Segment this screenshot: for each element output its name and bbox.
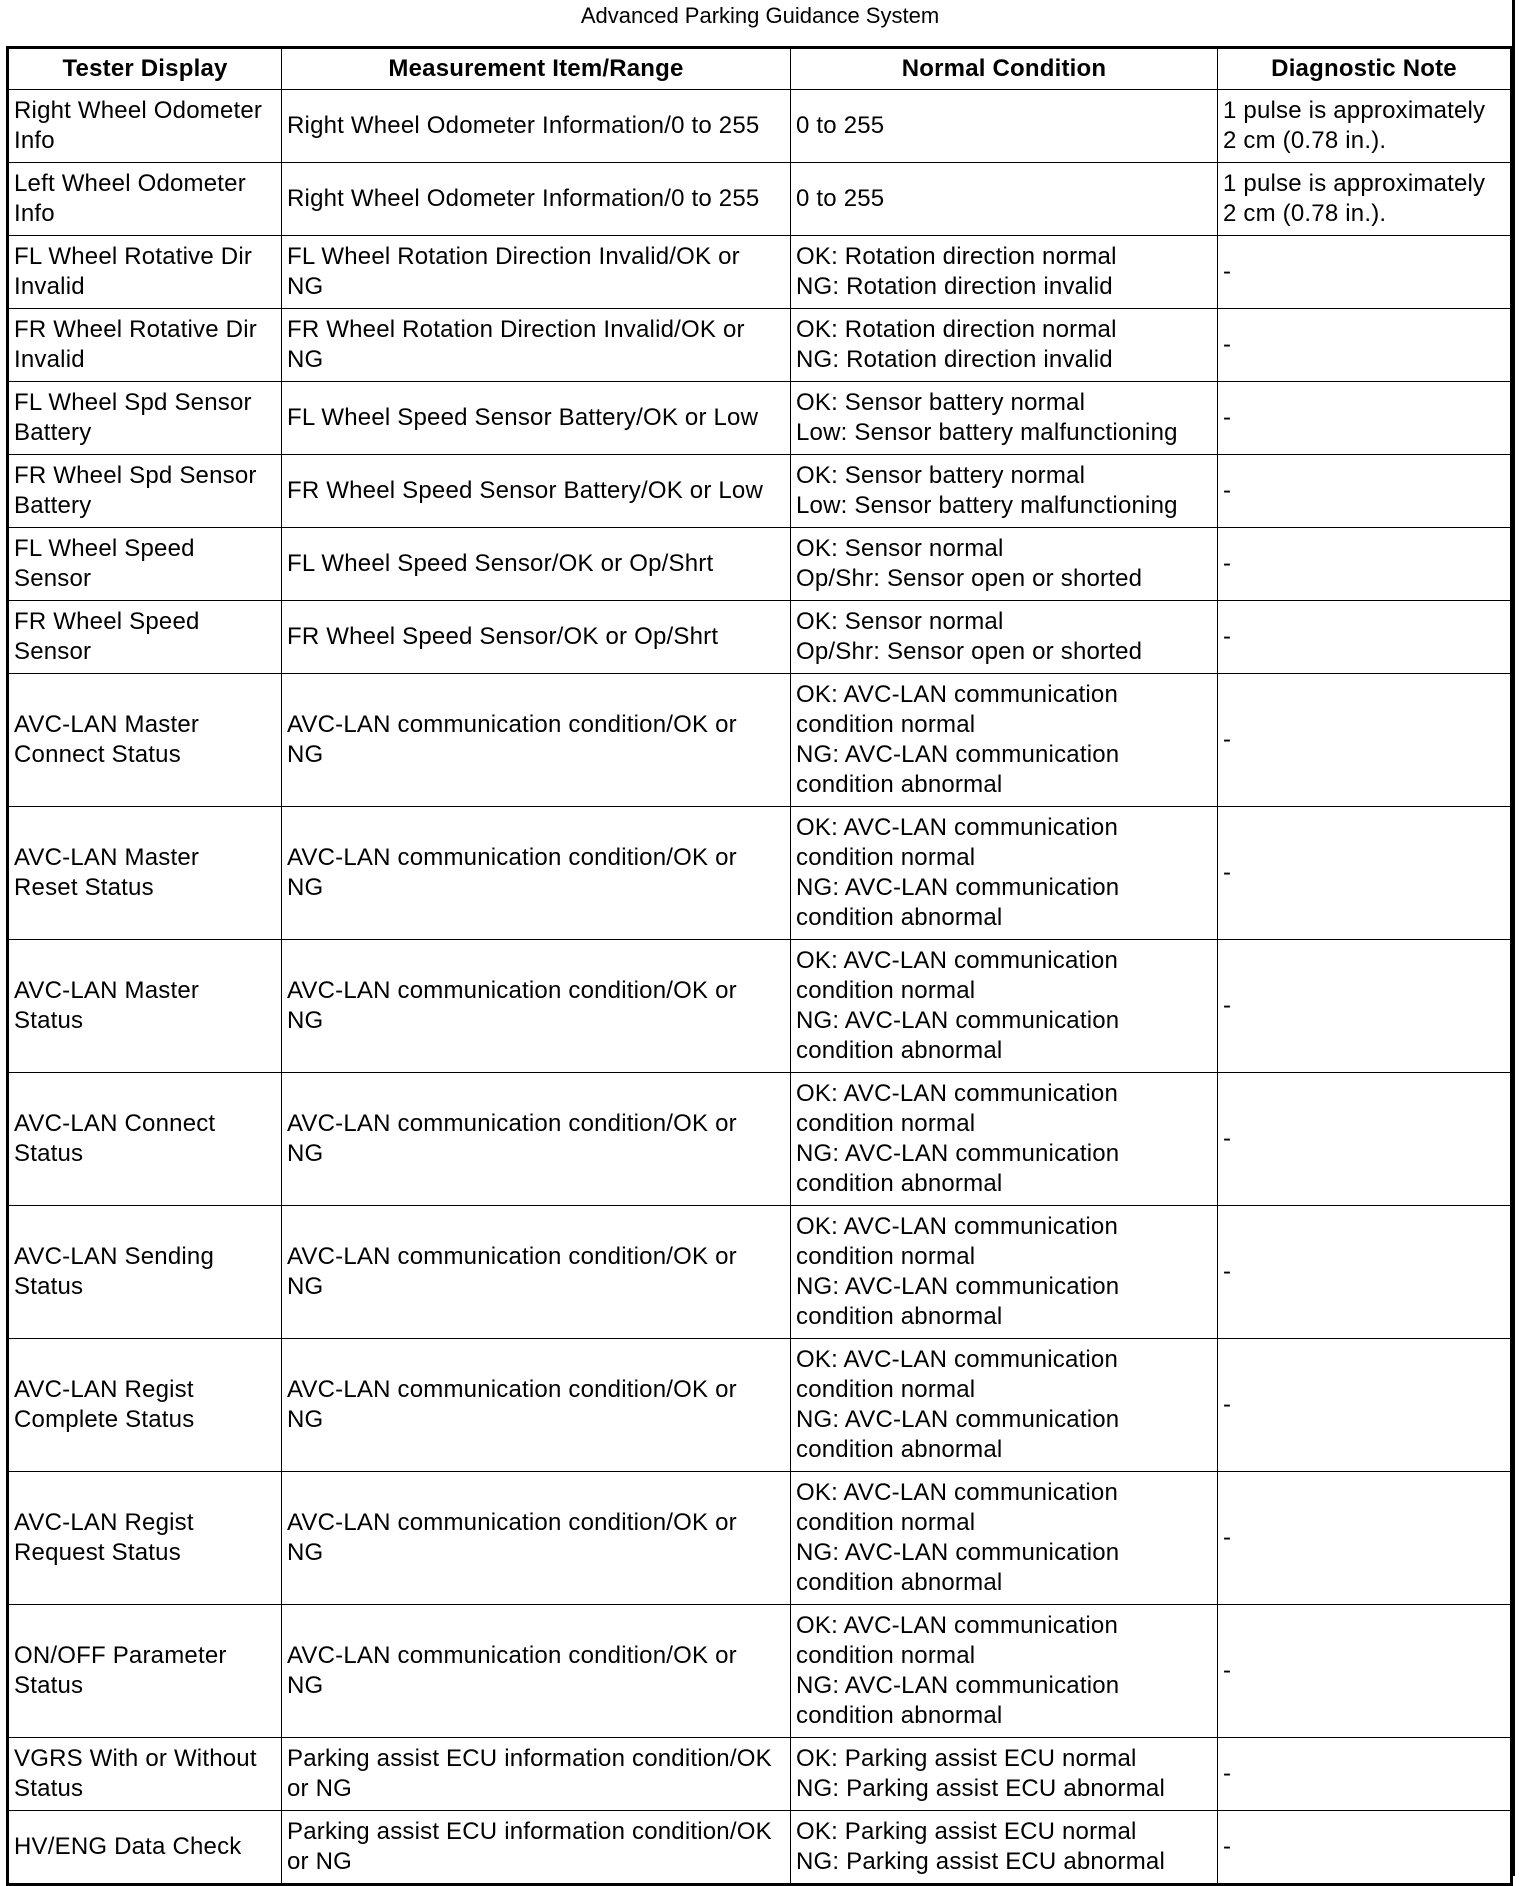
header-diagnostic-note: Diagnostic Note bbox=[1218, 48, 1512, 90]
cell-measurement-item: AVC-LAN communication condition/OK or NG bbox=[282, 1605, 791, 1738]
cell-diagnostic-note: - bbox=[1218, 674, 1512, 807]
table-row bbox=[8, 90, 1512, 163]
header-measurement-item: Measurement Item/Range bbox=[282, 48, 791, 90]
cell-measurement-item: Right Wheel Odometer Information/0 to 255 bbox=[282, 90, 791, 163]
table-row bbox=[8, 1738, 1512, 1811]
cell-normal-condition: OK: Sensor normal Op/Shr: Sensor open or shorted bbox=[791, 528, 1218, 601]
cell-tester-display: Left Wheel Odometer Info bbox=[8, 163, 282, 236]
cell-tester-display: AVC-LAN Sending Status bbox=[8, 1206, 282, 1339]
cell-tester-display: AVC-LAN Regist Complete Status bbox=[8, 1339, 282, 1472]
cell-measurement-item: AVC-LAN communication condition/OK or NG bbox=[282, 1472, 791, 1605]
cell-normal-condition: OK: Sensor battery normal Low: Sensor battery malfunctioning bbox=[791, 455, 1218, 528]
cell-measurement-item: AVC-LAN communication condition/OK or NG bbox=[282, 1073, 791, 1206]
cell-diagnostic-note: - bbox=[1218, 1811, 1512, 1885]
cell-tester-display: Right Wheel Odometer Info bbox=[8, 90, 282, 163]
table-row bbox=[8, 1811, 1512, 1885]
cell-tester-display: FL Wheel Speed Sensor bbox=[8, 528, 282, 601]
cell-tester-display: HV/ENG Data Check bbox=[8, 1811, 282, 1885]
cell-measurement-item: FL Wheel Speed Sensor Battery/OK or Low bbox=[282, 382, 791, 455]
table-row bbox=[8, 455, 1512, 528]
cell-tester-display: AVC-LAN Master Status bbox=[8, 940, 282, 1073]
cell-normal-condition: 0 to 255 bbox=[791, 163, 1218, 236]
cell-tester-display: AVC-LAN Regist Request Status bbox=[8, 1472, 282, 1605]
cell-diagnostic-note: - bbox=[1218, 1738, 1512, 1811]
cell-diagnostic-note: - bbox=[1218, 940, 1512, 1073]
cell-measurement-item: AVC-LAN communication condition/OK or NG bbox=[282, 940, 791, 1073]
cell-diagnostic-note: - bbox=[1218, 382, 1512, 455]
cell-diagnostic-note: - bbox=[1218, 1073, 1512, 1206]
cell-diagnostic-note: - bbox=[1218, 236, 1512, 309]
table-row bbox=[8, 528, 1512, 601]
cell-diagnostic-note: 1 pulse is approximately 2 cm (0.78 in.). bbox=[1218, 90, 1512, 163]
cell-normal-condition: 0 to 255 bbox=[791, 90, 1218, 163]
cell-diagnostic-note: - bbox=[1218, 807, 1512, 940]
header-tester-display: Tester Display bbox=[8, 48, 282, 90]
cell-normal-condition: OK: AVC-LAN communication condition normal NG: AVC-LAN communication condition abnormal bbox=[791, 1073, 1218, 1206]
cell-diagnostic-note: - bbox=[1218, 1605, 1512, 1738]
table-row bbox=[8, 1206, 1512, 1339]
cell-diagnostic-note: - bbox=[1218, 1472, 1512, 1605]
page-title: Advanced Parking Guidance System bbox=[580, 3, 940, 28]
cell-diagnostic-note: 1 pulse is approximately 2 cm (0.78 in.). bbox=[1218, 163, 1512, 236]
cell-tester-display: AVC-LAN Master Connect Status bbox=[8, 674, 282, 807]
cell-diagnostic-note: - bbox=[1218, 455, 1512, 528]
cell-normal-condition: OK: AVC-LAN communication condition normal NG: AVC-LAN communication condition abnormal bbox=[791, 1605, 1218, 1738]
cell-normal-condition: OK: AVC-LAN communication condition normal NG: AVC-LAN communication condition abnormal bbox=[791, 1472, 1218, 1605]
table-row bbox=[8, 940, 1512, 1073]
table-row bbox=[8, 236, 1512, 309]
cell-measurement-item: FL Wheel Rotation Direction Invalid/OK or NG bbox=[282, 236, 791, 309]
cell-normal-condition: OK: Sensor normal Op/Shr: Sensor open or shorted bbox=[791, 601, 1218, 674]
table-row bbox=[8, 309, 1512, 382]
cell-tester-display: FR Wheel Speed Sensor bbox=[8, 601, 282, 674]
table-row bbox=[8, 163, 1512, 236]
cell-tester-display: FR Wheel Spd Sensor Battery bbox=[8, 455, 282, 528]
cell-measurement-item: FR Wheel Speed Sensor Battery/OK or Low bbox=[282, 455, 791, 528]
cell-measurement-item: FL Wheel Speed Sensor/OK or Op/Shrt bbox=[282, 528, 791, 601]
cell-measurement-item: AVC-LAN communication condition/OK or NG bbox=[282, 1206, 791, 1339]
cell-measurement-item: AVC-LAN communication condition/OK or NG bbox=[282, 674, 791, 807]
table-row bbox=[8, 1073, 1512, 1206]
cell-normal-condition: OK: AVC-LAN communication condition normal NG: AVC-LAN communication condition abnormal bbox=[791, 1339, 1218, 1472]
cell-normal-condition: OK: Sensor battery normal Low: Sensor battery malfunctioning bbox=[791, 382, 1218, 455]
table-row bbox=[8, 1605, 1512, 1738]
cell-diagnostic-note: - bbox=[1218, 1339, 1512, 1472]
cell-tester-display: ON/OFF Parameter Status bbox=[8, 1605, 282, 1738]
cell-normal-condition: OK: AVC-LAN communication condition normal NG: AVC-LAN communication condition abnormal bbox=[791, 940, 1218, 1073]
cell-measurement-item: FR Wheel Rotation Direction Invalid/OK or NG bbox=[282, 309, 791, 382]
cell-tester-display: AVC-LAN Master Reset Status bbox=[8, 807, 282, 940]
table-row bbox=[8, 601, 1512, 674]
cell-tester-display: FR Wheel Rotative Dir Invalid bbox=[8, 309, 282, 382]
table-row bbox=[8, 674, 1512, 807]
cell-normal-condition: OK: Rotation direction normal NG: Rotation direction invalid bbox=[791, 309, 1218, 382]
cell-normal-condition: OK: Parking assist ECU normal NG: Parking assist ECU abnormal bbox=[791, 1811, 1218, 1885]
table-row bbox=[8, 382, 1512, 455]
cell-diagnostic-note: - bbox=[1218, 601, 1512, 674]
table-row bbox=[8, 1472, 1512, 1605]
cell-normal-condition: OK: AVC-LAN communication condition normal NG: AVC-LAN communication condition abnormal bbox=[791, 807, 1218, 940]
cell-tester-display: VGRS With or Without Status bbox=[8, 1738, 282, 1811]
cell-normal-condition: OK: Rotation direction normal NG: Rotation direction invalid bbox=[791, 236, 1218, 309]
cell-measurement-item: Parking assist ECU information condition/OK or NG bbox=[282, 1811, 791, 1885]
table-row bbox=[8, 807, 1512, 940]
cell-diagnostic-note: - bbox=[1218, 1206, 1512, 1339]
cell-normal-condition: OK: Parking assist ECU normal NG: Parking assist ECU abnormal bbox=[791, 1738, 1218, 1811]
header-row bbox=[8, 48, 1512, 90]
cell-tester-display: FL Wheel Spd Sensor Battery bbox=[8, 382, 282, 455]
cell-diagnostic-note: - bbox=[1218, 309, 1512, 382]
cell-measurement-item: AVC-LAN communication condition/OK or NG bbox=[282, 1339, 791, 1472]
cell-diagnostic-note: - bbox=[1218, 528, 1512, 601]
header-normal-condition: Normal Condition bbox=[791, 48, 1218, 90]
cell-measurement-item: FR Wheel Speed Sensor/OK or Op/Shrt bbox=[282, 601, 791, 674]
parameter-table bbox=[6, 46, 1513, 1886]
cell-measurement-item: Right Wheel Odometer Information/0 to 255 bbox=[282, 163, 791, 236]
table-row bbox=[8, 1339, 1512, 1472]
cell-measurement-item: Parking assist ECU information condition/OK or NG bbox=[282, 1738, 791, 1811]
cell-normal-condition: OK: AVC-LAN communication condition normal NG: AVC-LAN communication condition abnormal bbox=[791, 674, 1218, 807]
cell-tester-display: FL Wheel Rotative Dir Invalid bbox=[8, 236, 282, 309]
cell-measurement-item: AVC-LAN communication condition/OK or NG bbox=[282, 807, 791, 940]
cell-normal-condition: OK: AVC-LAN communication condition normal NG: AVC-LAN communication condition abnormal bbox=[791, 1206, 1218, 1339]
cell-tester-display: AVC-LAN Connect Status bbox=[8, 1073, 282, 1206]
